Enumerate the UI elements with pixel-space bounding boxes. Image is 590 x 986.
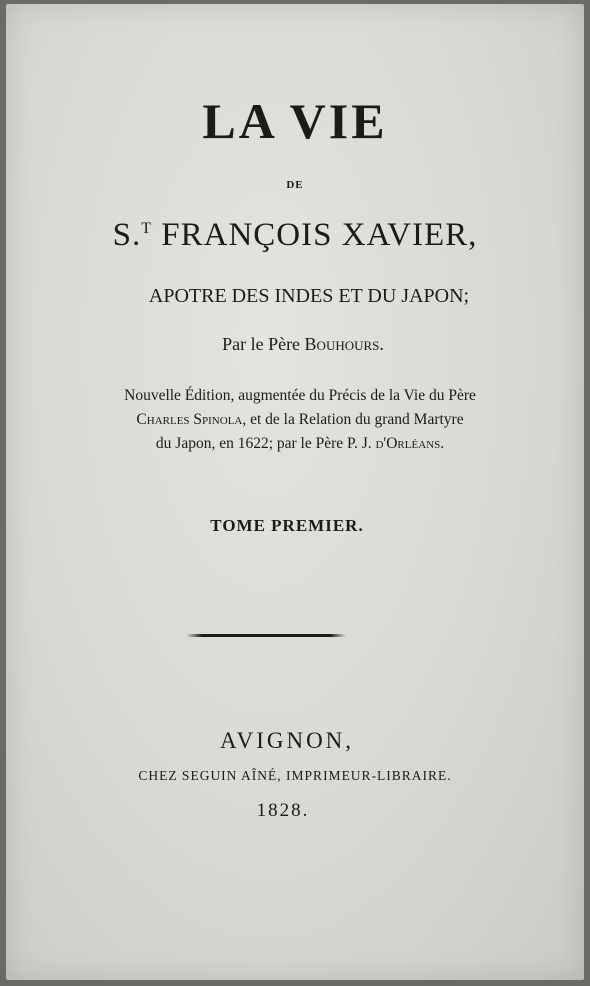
decorative-rule: [186, 634, 346, 637]
edition-line-3-start: du Japon, en 1622; par le Père P. J.: [155, 435, 376, 452]
title-page: [6, 4, 584, 980]
saint-name-text: FRANÇOIS XAVIER,: [152, 217, 478, 253]
edition-spinola: Charles Spinola: [136, 411, 243, 428]
imprint-publisher: CHEZ SEGUIN AÎNÉ, IMPRIMEUR-LIBRAIRE.: [138, 768, 452, 783]
volume-label: TOME PREMIER.: [210, 516, 364, 535]
saint-prefix: S.: [112, 217, 142, 253]
book-title: LA VIE: [202, 93, 388, 149]
edition-line-1: Nouvelle Édition, augmentée du Précis de la Vie du Père: [124, 387, 476, 404]
author-line: [14, 334, 590, 355]
author-prefix: Par le Père: [222, 334, 305, 354]
title-connector: DE: [286, 179, 304, 191]
subtitle-apotre: APOTRE DES INDES ET DU JAPON;: [148, 285, 470, 307]
edition-line-2-rest: , et de la Relation du grand Martyre: [242, 411, 464, 428]
saint-superscript: T: [141, 220, 152, 237]
edition-orleans: d'Orléans.: [375, 435, 445, 452]
edition-line-3: [11, 432, 589, 456]
edition-line-2: [11, 408, 589, 432]
edition-note: [11, 384, 589, 456]
imprint-year: 1828.: [256, 800, 310, 821]
imprint-city: AVIGNON,: [219, 728, 355, 753]
saint-name: [6, 217, 584, 254]
author-name: Bouhours.: [304, 334, 384, 354]
